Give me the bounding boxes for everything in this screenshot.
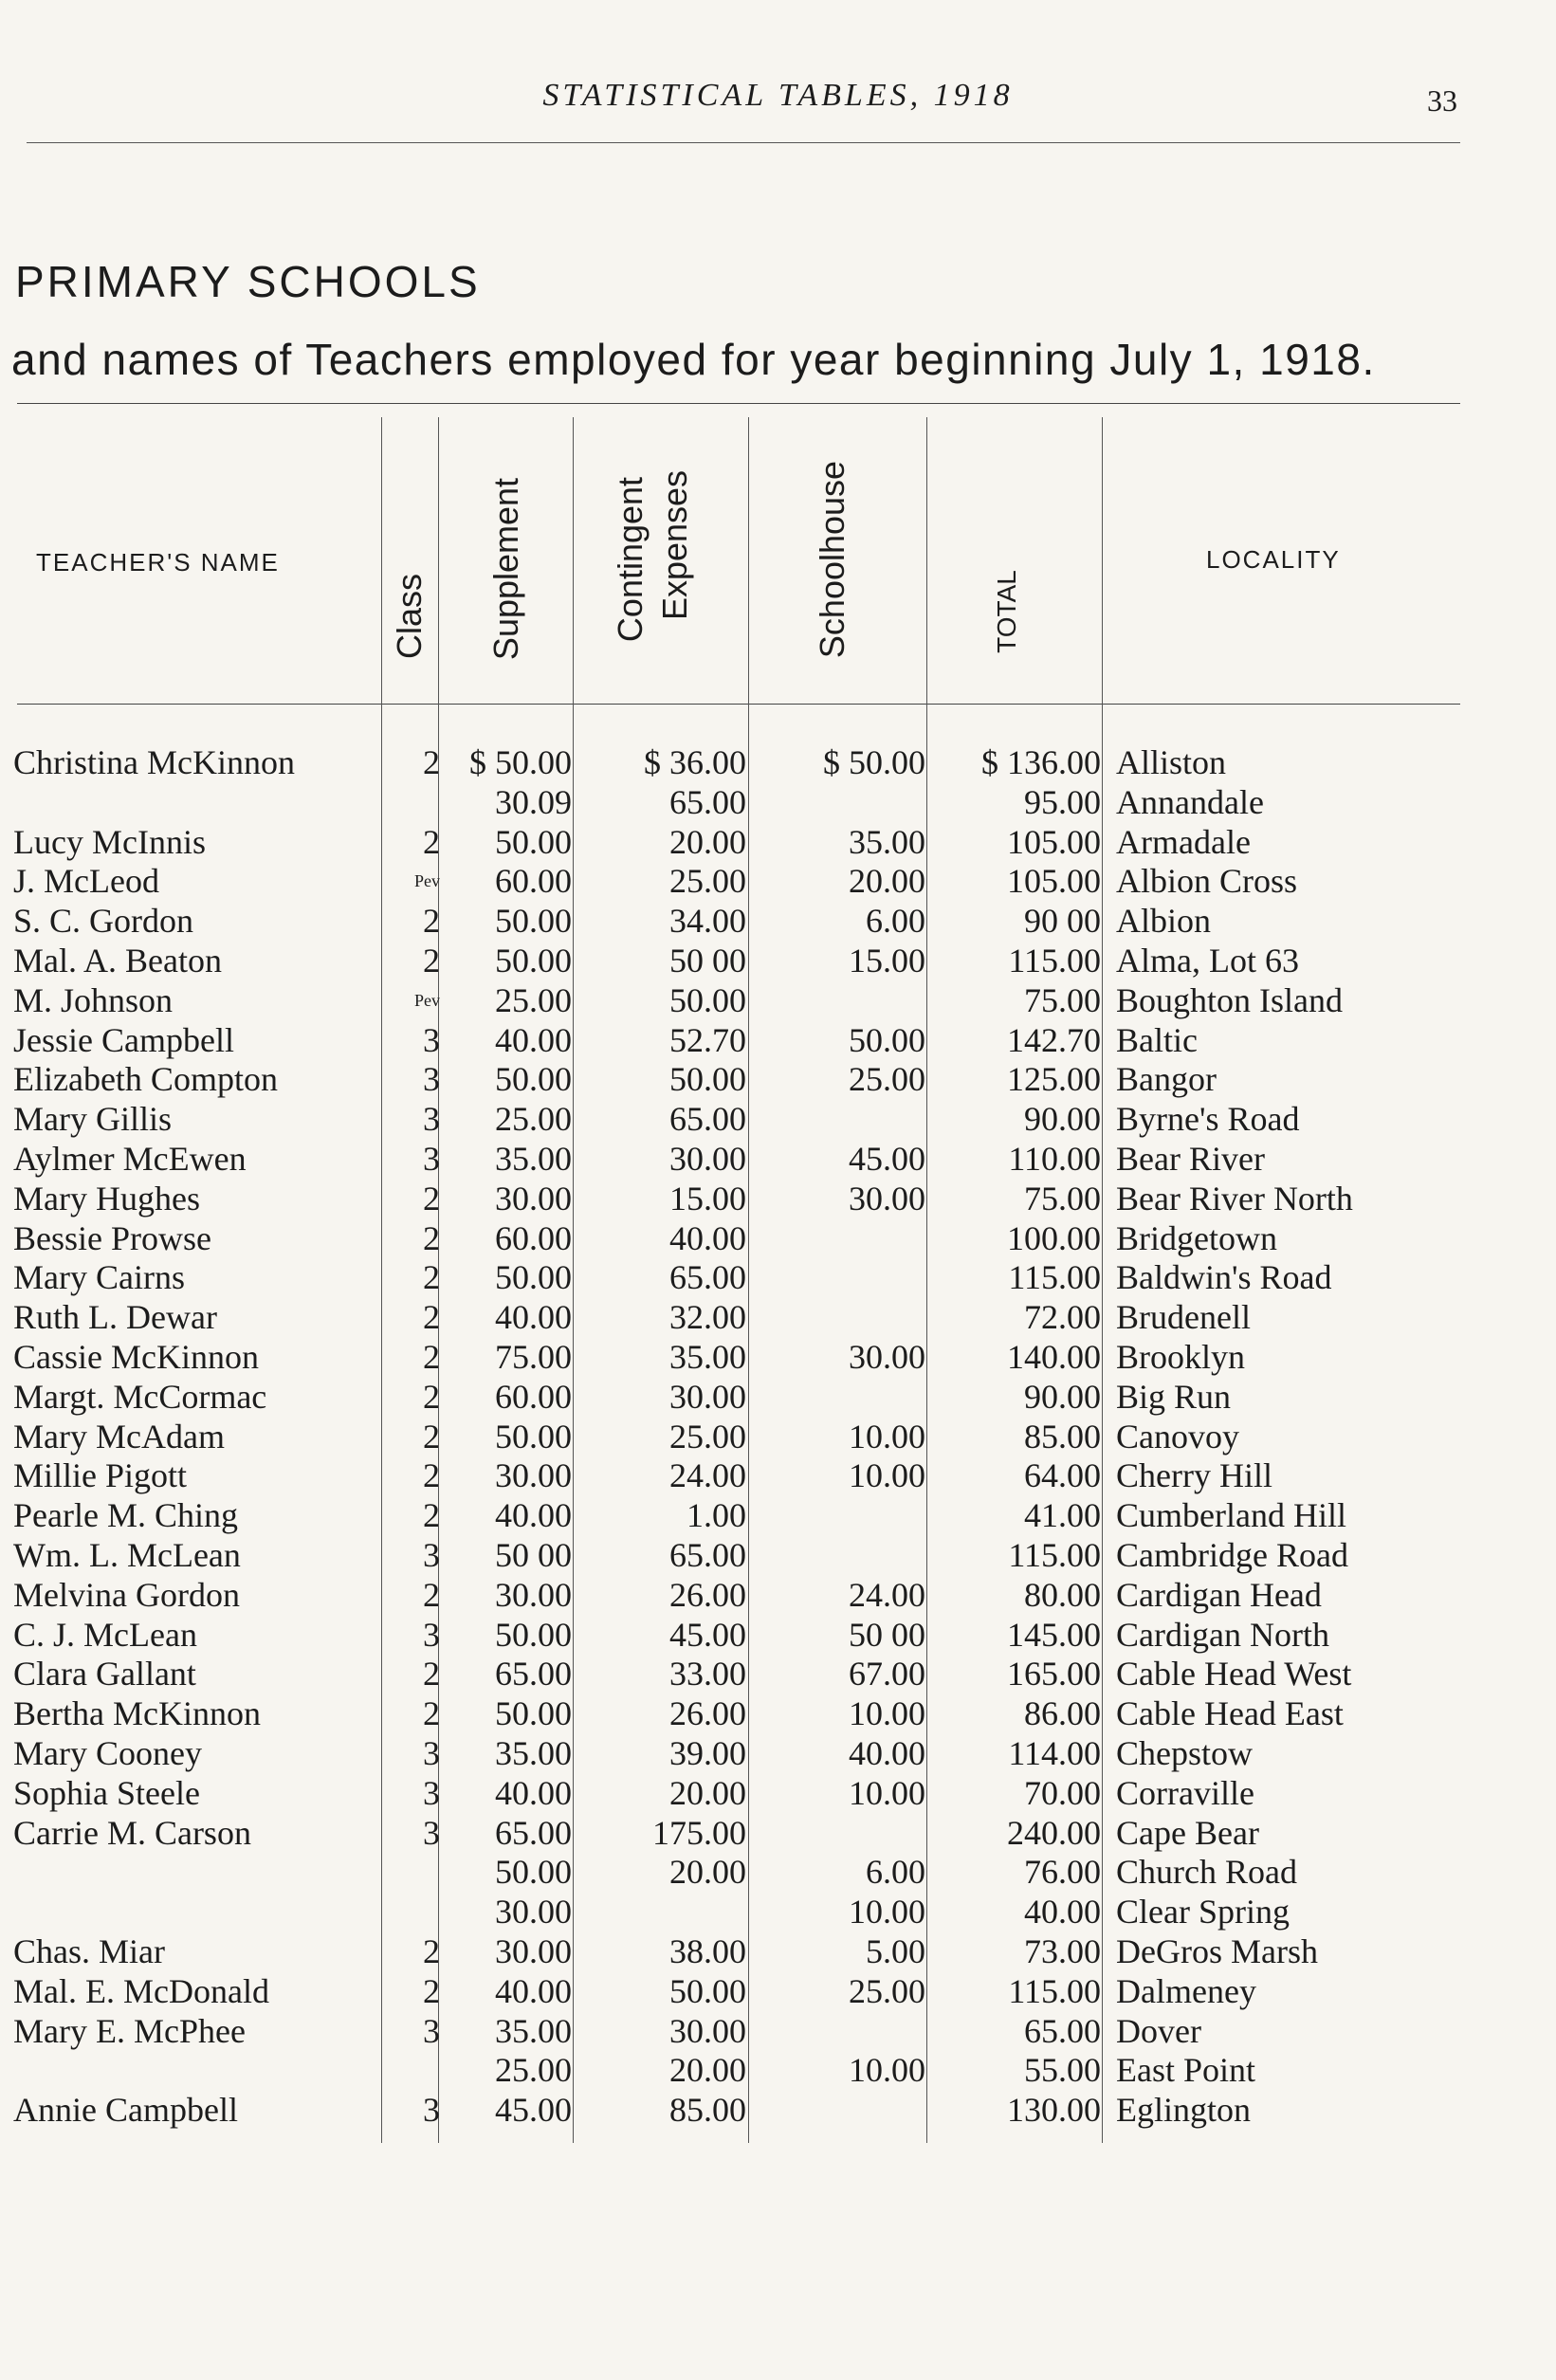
- supplement-cell: 60.00: [495, 1377, 572, 1416]
- class-cell: 2: [423, 1417, 440, 1455]
- teacher-name-cell: Clara Gallant: [13, 1655, 196, 1693]
- total-cell: 145.00: [1007, 1615, 1101, 1654]
- table-row: [0, 823, 1556, 863]
- teacher-name-cell: Mary McAdam: [13, 1417, 225, 1455]
- class-cell: 2: [423, 1931, 440, 1970]
- locality-cell: Annandale: [1116, 782, 1264, 821]
- total-cell: 115.00: [1008, 1971, 1101, 2010]
- locality-cell: Bear River: [1116, 1139, 1265, 1178]
- contingent-cell: 15.00: [669, 1179, 746, 1217]
- contingent-cell: 65.00: [669, 782, 746, 821]
- locality-cell: Albion Cross: [1116, 862, 1298, 901]
- table-row: [0, 1258, 1556, 1298]
- teacher-name-cell: Mary E. McPhee: [13, 2011, 246, 2050]
- teacher-name-cell: C. J. McLean: [13, 1615, 197, 1654]
- total-cell: 240.00: [1007, 1813, 1101, 1852]
- locality-cell: Brooklyn: [1116, 1337, 1246, 1376]
- total-cell: 70.00: [1024, 1773, 1101, 1812]
- contingent-cell: 30.00: [669, 2011, 746, 2050]
- supplement-cell: 50.00: [495, 1258, 572, 1297]
- table-row: [0, 1100, 1556, 1140]
- class-cell: 2: [423, 1575, 440, 1614]
- schoolhouse-cell: 40.00: [849, 1733, 925, 1772]
- teacher-name-cell: Mary Gillis: [13, 1100, 172, 1139]
- class-cell: 3: [423, 1733, 440, 1772]
- locality-cell: Boughton Island: [1116, 980, 1343, 1019]
- table-row: [0, 1536, 1556, 1576]
- locality-cell: Eglington: [1116, 2091, 1251, 2130]
- table-row: [0, 1853, 1556, 1893]
- locality-cell: Canovoy: [1116, 1417, 1239, 1455]
- locality-cell: Cable Head West: [1116, 1655, 1352, 1693]
- class-cell: 3: [423, 1615, 440, 1654]
- table-row: [0, 862, 1556, 902]
- supplement-cell: 30.00: [495, 1931, 572, 1970]
- total-cell: 72.00: [1024, 1298, 1101, 1337]
- contingent-cell: $ 36.00: [644, 743, 746, 781]
- total-cell: 85.00: [1024, 1417, 1101, 1455]
- header-contingent: Contingent: [611, 476, 650, 643]
- schoolhouse-cell: 25.00: [849, 1971, 925, 2010]
- header-teacher-name: TEACHER'S NAME: [36, 548, 280, 577]
- total-cell: 105.00: [1007, 862, 1101, 901]
- table-row: [0, 902, 1556, 942]
- class-cell: 3: [423, 2091, 440, 2130]
- schoolhouse-cell: 10.00: [849, 1456, 925, 1495]
- contingent-cell: 38.00: [669, 1931, 746, 1970]
- total-cell: 86.00: [1024, 1694, 1101, 1733]
- class-cell: 3: [423, 2011, 440, 2050]
- class-cell: Pev: [414, 871, 440, 891]
- supplement-cell: 50.00: [495, 1060, 572, 1099]
- total-cell: 105.00: [1007, 822, 1101, 861]
- total-cell: 115.00: [1008, 1535, 1101, 1574]
- supplement-cell: 30.00: [495, 1456, 572, 1495]
- teacher-name-cell: Carrie M. Carson: [13, 1813, 251, 1852]
- table-row: [0, 1774, 1556, 1814]
- locality-cell: Alliston: [1116, 743, 1227, 781]
- class-cell: 2: [423, 1298, 440, 1337]
- locality-cell: Church Road: [1116, 1853, 1297, 1892]
- locality-cell: Big Run: [1116, 1377, 1232, 1416]
- supplement-cell: 60.00: [495, 862, 572, 901]
- header-rule: [27, 142, 1460, 143]
- supplement-cell: 50.00: [495, 1417, 572, 1455]
- class-cell: 3: [423, 1773, 440, 1812]
- class-cell: 2: [423, 1218, 440, 1257]
- class-cell: 2: [423, 1971, 440, 2010]
- supplement-cell: 75.00: [495, 1337, 572, 1376]
- locality-cell: Baltic: [1116, 1020, 1198, 1059]
- class-cell: 2: [423, 743, 440, 781]
- table-row: [0, 1021, 1556, 1061]
- contingent-cell: 33.00: [669, 1655, 746, 1693]
- total-cell: 90.00: [1024, 1377, 1101, 1416]
- schoolhouse-cell: 67.00: [849, 1655, 925, 1693]
- teacher-name-cell: Mal. A. Beaton: [13, 941, 222, 979]
- class-cell: 2: [423, 1337, 440, 1376]
- page-title: PRIMARY SCHOOLS: [15, 257, 481, 306]
- class-cell: 2: [423, 1694, 440, 1733]
- schoolhouse-cell: 30.00: [849, 1179, 925, 1217]
- table-row: [0, 1893, 1556, 1932]
- contingent-cell: 50.00: [669, 1060, 746, 1099]
- locality-cell: Cambridge Road: [1116, 1535, 1348, 1574]
- table-top-rule: [17, 403, 1460, 404]
- table-row: [0, 1734, 1556, 1774]
- total-cell: 115.00: [1008, 941, 1101, 979]
- supplement-cell: 65.00: [495, 1655, 572, 1693]
- supplement-cell: 50.00: [495, 822, 572, 861]
- class-cell: 2: [423, 1377, 440, 1416]
- teacher-name-cell: Jessie Campbell: [13, 1020, 234, 1059]
- locality-cell: Armadale: [1116, 822, 1251, 861]
- supplement-cell: 35.00: [495, 1139, 572, 1178]
- locality-cell: Byrne's Road: [1116, 1100, 1300, 1139]
- teacher-name-cell: S. C. Gordon: [13, 902, 194, 941]
- total-cell: 125.00: [1007, 1060, 1101, 1099]
- total-cell: 75.00: [1024, 1179, 1101, 1217]
- contingent-cell: 50.00: [669, 980, 746, 1019]
- supplement-cell: $ 50.00: [469, 743, 572, 781]
- schoolhouse-cell: 50 00: [849, 1615, 925, 1654]
- total-cell: 80.00: [1024, 1575, 1101, 1614]
- schoolhouse-cell: 10.00: [849, 1893, 925, 1931]
- total-cell: 100.00: [1007, 1218, 1101, 1257]
- table-row: [0, 1694, 1556, 1734]
- teacher-name-cell: Lucy McInnis: [13, 822, 206, 861]
- schoolhouse-cell: 10.00: [849, 2051, 925, 2090]
- total-cell: 90.00: [1024, 1100, 1101, 1139]
- contingent-cell: 20.00: [669, 2051, 746, 2090]
- supplement-cell: 45.00: [495, 2091, 572, 2130]
- supplement-cell: 40.00: [495, 1298, 572, 1337]
- locality-cell: East Point: [1116, 2051, 1256, 2090]
- table-row: [0, 2091, 1556, 2131]
- contingent-cell: 34.00: [669, 902, 746, 941]
- class-cell: 2: [423, 1456, 440, 1495]
- supplement-cell: 30.00: [495, 1179, 572, 1217]
- class-cell: 3: [423, 1535, 440, 1574]
- contingent-cell: 65.00: [669, 1100, 746, 1139]
- contingent-cell: 39.00: [669, 1733, 746, 1772]
- total-cell: 76.00: [1024, 1853, 1101, 1892]
- total-cell: 90 00: [1024, 902, 1101, 941]
- table-row: [0, 783, 1556, 823]
- schoolhouse-cell: $ 50.00: [823, 743, 925, 781]
- schoolhouse-cell: 10.00: [849, 1773, 925, 1812]
- contingent-cell: 65.00: [669, 1258, 746, 1297]
- locality-cell: Dover: [1116, 2011, 1201, 2050]
- class-cell: Pev: [414, 990, 440, 1010]
- schoolhouse-cell: 50.00: [849, 1020, 925, 1059]
- supplement-cell: 25.00: [495, 1100, 572, 1139]
- table-row: [0, 981, 1556, 1021]
- supplement-cell: 50.00: [495, 1694, 572, 1733]
- teacher-name-cell: Mary Cairns: [13, 1258, 185, 1297]
- locality-cell: Cardigan North: [1116, 1615, 1329, 1654]
- table-header-rule: [17, 704, 1460, 705]
- table-row: [0, 1456, 1556, 1496]
- total-cell: 40.00: [1024, 1893, 1101, 1931]
- locality-cell: Bangor: [1116, 1060, 1217, 1099]
- teacher-name-cell: Cassie McKinnon: [13, 1337, 259, 1376]
- teacher-name-cell: J. McLeod: [13, 862, 159, 901]
- supplement-cell: 50.00: [495, 1615, 572, 1654]
- header-locality: LOCALITY: [1206, 545, 1341, 574]
- locality-cell: Baldwin's Road: [1116, 1258, 1332, 1297]
- supplement-cell: 40.00: [495, 1773, 572, 1812]
- supplement-cell: 50.00: [495, 902, 572, 941]
- table-row: [0, 1496, 1556, 1536]
- contingent-cell: 85.00: [669, 2091, 746, 2130]
- total-cell: 115.00: [1008, 1258, 1101, 1297]
- header-class: Class: [390, 573, 429, 660]
- contingent-cell: 45.00: [669, 1615, 746, 1654]
- schoolhouse-cell: 25.00: [849, 1060, 925, 1099]
- total-cell: 64.00: [1024, 1456, 1101, 1495]
- contingent-cell: 50.00: [669, 1971, 746, 2010]
- teacher-name-cell: Christina McKinnon: [13, 743, 295, 781]
- teacher-name-cell: Melvina Gordon: [13, 1575, 240, 1614]
- locality-cell: Clear Spring: [1116, 1893, 1290, 1931]
- teacher-name-cell: Aylmer McEwen: [13, 1139, 247, 1178]
- teacher-name-cell: Pearle M. Ching: [13, 1496, 238, 1535]
- contingent-cell: 40.00: [669, 1218, 746, 1257]
- table-row: [0, 1576, 1556, 1616]
- running-head: STATISTICAL TABLES, 1918: [542, 78, 1014, 113]
- schoolhouse-cell: 20.00: [849, 862, 925, 901]
- class-cell: 2: [423, 1258, 440, 1297]
- locality-cell: Cherry Hill: [1116, 1456, 1272, 1495]
- teachers-table: [0, 743, 1556, 2131]
- class-cell: 2: [423, 1496, 440, 1535]
- contingent-cell: 20.00: [669, 822, 746, 861]
- table-row: [0, 2051, 1556, 2091]
- locality-cell: Chepstow: [1116, 1733, 1253, 1772]
- table-row: [0, 1140, 1556, 1180]
- total-cell: 41.00: [1024, 1496, 1101, 1535]
- table-row: [0, 1814, 1556, 1854]
- class-cell: 3: [423, 1060, 440, 1099]
- locality-cell: Cape Bear: [1116, 1813, 1259, 1852]
- table-row: [0, 942, 1556, 981]
- supplement-cell: 60.00: [495, 1218, 572, 1257]
- supplement-cell: 30.09: [495, 782, 572, 821]
- contingent-cell: 24.00: [669, 1456, 746, 1495]
- schoolhouse-cell: 6.00: [866, 1853, 925, 1892]
- contingent-cell: 26.00: [669, 1575, 746, 1614]
- contingent-cell: 1.00: [686, 1496, 746, 1535]
- supplement-cell: 30.00: [495, 1893, 572, 1931]
- class-cell: 2: [423, 1179, 440, 1217]
- table-row: [0, 1418, 1556, 1457]
- page-subtitle: and names of Teachers employed for year beginning July 1, 1918.: [11, 335, 1376, 384]
- supplement-cell: 50 00: [495, 1535, 572, 1574]
- header-supplement: Supplement: [486, 477, 525, 661]
- table-row: [0, 2012, 1556, 2052]
- locality-cell: Alma, Lot 63: [1116, 941, 1299, 979]
- teacher-name-cell: Sophia Steele: [13, 1773, 200, 1812]
- table-row: [0, 1932, 1556, 1972]
- teacher-name-cell: Ruth L. Dewar: [13, 1298, 217, 1337]
- schoolhouse-cell: 10.00: [849, 1694, 925, 1733]
- total-cell: 75.00: [1024, 980, 1101, 1019]
- contingent-cell: 20.00: [669, 1853, 746, 1892]
- table-row: [0, 1378, 1556, 1418]
- table-row: [0, 1338, 1556, 1378]
- schoolhouse-cell: 24.00: [849, 1575, 925, 1614]
- teacher-name-cell: Wm. L. McLean: [13, 1535, 241, 1574]
- supplement-cell: 35.00: [495, 2011, 572, 2050]
- header-expenses: Expenses: [655, 469, 694, 621]
- teacher-name-cell: Chas. Miar: [13, 1931, 165, 1970]
- contingent-cell: 52.70: [669, 1020, 746, 1059]
- teacher-name-cell: Millie Pigott: [13, 1456, 188, 1495]
- locality-cell: Brudenell: [1116, 1298, 1251, 1337]
- supplement-cell: 30.00: [495, 1575, 572, 1614]
- supplement-cell: 50.00: [495, 1853, 572, 1892]
- table-row: [0, 743, 1556, 783]
- table-row: [0, 1060, 1556, 1100]
- locality-cell: Dalmeney: [1116, 1971, 1256, 2010]
- schoolhouse-cell: 5.00: [866, 1931, 925, 1970]
- contingent-cell: 26.00: [669, 1694, 746, 1733]
- class-cell: 2: [423, 941, 440, 979]
- total-cell: 95.00: [1024, 782, 1101, 821]
- supplement-cell: 50.00: [495, 941, 572, 979]
- supplement-cell: 35.00: [495, 1733, 572, 1772]
- total-cell: 165.00: [1007, 1655, 1101, 1693]
- contingent-cell: 25.00: [669, 862, 746, 901]
- supplement-cell: 25.00: [495, 980, 572, 1019]
- total-cell: 65.00: [1024, 2011, 1101, 2050]
- class-cell: 2: [423, 1655, 440, 1693]
- contingent-cell: 30.00: [669, 1377, 746, 1416]
- teacher-name-cell: M. Johnson: [13, 980, 174, 1019]
- supplement-cell: 40.00: [495, 1020, 572, 1059]
- supplement-cell: 40.00: [495, 1496, 572, 1535]
- contingent-cell: 30.00: [669, 1139, 746, 1178]
- table-row: [0, 1616, 1556, 1656]
- contingent-cell: 32.00: [669, 1298, 746, 1337]
- locality-cell: Cumberland Hill: [1116, 1496, 1346, 1535]
- table-row: [0, 1655, 1556, 1694]
- schoolhouse-cell: 10.00: [849, 1417, 925, 1455]
- locality-cell: Cardigan Head: [1116, 1575, 1322, 1614]
- class-cell: 2: [423, 902, 440, 941]
- contingent-cell: 175.00: [652, 1813, 746, 1852]
- contingent-cell: 50 00: [669, 941, 746, 979]
- total-cell: 55.00: [1024, 2051, 1101, 2090]
- contingent-cell: 25.00: [669, 1417, 746, 1455]
- class-cell: 3: [423, 1020, 440, 1059]
- teacher-name-cell: Mal. E. McDonald: [13, 1971, 269, 2010]
- contingent-cell: 65.00: [669, 1535, 746, 1574]
- contingent-cell: 20.00: [669, 1773, 746, 1812]
- page-number: 33: [1427, 83, 1457, 118]
- total-cell: 142.70: [1007, 1020, 1101, 1059]
- table-row: [0, 1298, 1556, 1338]
- schoolhouse-cell: 15.00: [849, 941, 925, 979]
- schoolhouse-cell: 35.00: [849, 822, 925, 861]
- teacher-name-cell: Bertha McKinnon: [13, 1694, 261, 1733]
- class-cell: 2: [423, 822, 440, 861]
- teacher-name-cell: Bessie Prowse: [13, 1218, 211, 1257]
- teacher-name-cell: Mary Hughes: [13, 1179, 200, 1217]
- locality-cell: Corraville: [1116, 1773, 1254, 1812]
- table-row: [0, 1219, 1556, 1259]
- contingent-cell: 35.00: [669, 1337, 746, 1376]
- locality-cell: Bridgetown: [1116, 1218, 1277, 1257]
- table-row: [0, 1972, 1556, 2012]
- supplement-cell: 25.00: [495, 2051, 572, 2090]
- teacher-name-cell: Elizabeth Compton: [13, 1060, 278, 1099]
- header-total: TOTAL: [992, 570, 1021, 653]
- locality-cell: Bear River North: [1116, 1179, 1353, 1217]
- teacher-name-cell: Margt. McCormac: [13, 1377, 267, 1416]
- total-cell: 114.00: [1008, 1733, 1101, 1772]
- teacher-name-cell: Mary Cooney: [13, 1733, 202, 1772]
- class-cell: 3: [423, 1139, 440, 1178]
- total-cell: $ 136.00: [981, 743, 1101, 781]
- header-schoolhouse: Schoolhouse: [813, 460, 851, 659]
- schoolhouse-cell: 45.00: [849, 1139, 925, 1178]
- teacher-name-cell: Annie Campbell: [13, 2091, 238, 2130]
- locality-cell: DeGros Marsh: [1116, 1931, 1318, 1970]
- locality-cell: Cable Head East: [1116, 1694, 1344, 1733]
- supplement-cell: 65.00: [495, 1813, 572, 1852]
- schoolhouse-cell: 30.00: [849, 1337, 925, 1376]
- supplement-cell: 40.00: [495, 1971, 572, 2010]
- total-cell: 110.00: [1008, 1139, 1101, 1178]
- class-cell: 3: [423, 1813, 440, 1852]
- table-row: [0, 1180, 1556, 1219]
- total-cell: 73.00: [1024, 1931, 1101, 1970]
- total-cell: 130.00: [1007, 2091, 1101, 2130]
- locality-cell: Albion: [1116, 902, 1212, 941]
- schoolhouse-cell: 6.00: [866, 902, 925, 941]
- total-cell: 140.00: [1007, 1337, 1101, 1376]
- class-cell: 3: [423, 1100, 440, 1139]
